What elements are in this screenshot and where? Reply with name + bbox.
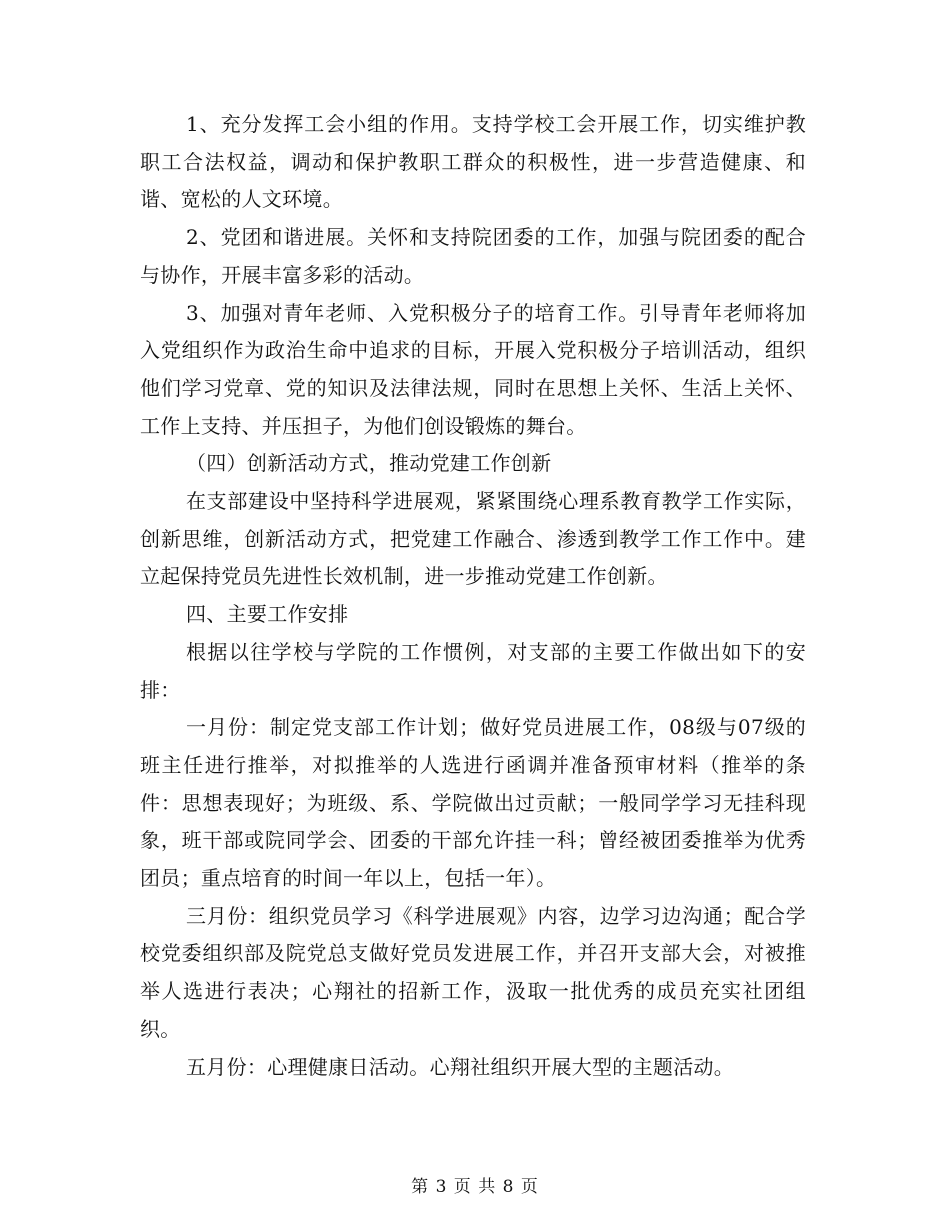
paragraph-1: 1、充分发挥工会小组的作用。支持学校工会开展工作，切实维护教职工合法权益，调动和保护教职工群众的积极性，进一步营造健康、和谐、宽松的人文环境。 — [140, 112, 806, 212]
paragraph-may: 五月份：心理健康日活动。心翔社组织开展大型的主题活动。 — [186, 1054, 735, 1079]
page-footer: 第 3 页 共 8 页 — [411, 1177, 539, 1197]
paragraph-5: 根据以往学校与学院的工作惯例，对支部的主要工作做出如下的安排： — [140, 639, 806, 702]
paragraph-2: 2、党团和谐进展。关怀和支持院团委的工作，加强与院团委的配合与协作，开展丰富多彩的活动。 — [140, 225, 806, 287]
paragraph-january: 一月份：制定党支部工作计划；做好党员进展工作，08级与07级的班主任进行推举，对拟推举的人选进行函调并准备预审材料（推举的条件：思想表现好；为班级、系、学院做出过贡献；一般同学学习无挂科现象，班干部或院同学会、团委的干部允许挂一科；曾经被团委推举为优秀团员；重点培育的时间一年以上，包括一年）。 — [140, 715, 806, 891]
section-heading-innovation: （四）创新活动方式，推动党建工作创新 — [186, 451, 552, 476]
section-heading-main-work: 四、主要工作安排 — [186, 602, 349, 627]
paragraph-3: 3、加强对青年老师、入党积极分子的培育工作。引导青年老师将加入党组织作为政治生命中追求的目标，开展入党积极分子培训活动，组织他们学习党章、党的知识及法律法规，同时在思想上关怀、生活上关怀、工作上支持、并压担子，为他们创设锻炼的舞台。 — [140, 300, 806, 438]
document-body — [140, 106, 806, 1086]
paragraph-march: 三月份：组织党员学习《科学进展观》内容，边学习边沟通；配合学校党委组织部及院党总支做好党员发进展工作，并召开支部大会，对被推举人选进行表决；心翔社的招新工作，汲取一批优秀的成员充实社团组织。 — [140, 903, 806, 1041]
paragraph-4: 在支部建设中坚持科学进展观，紧紧围绕心理系教育教学工作实际，创新思维，创新活动方式，把党建工作融合、渗透到教学工作工作中。建立起保持党员先进性长效机制，进一步推动党建工作创新。 — [140, 489, 806, 589]
